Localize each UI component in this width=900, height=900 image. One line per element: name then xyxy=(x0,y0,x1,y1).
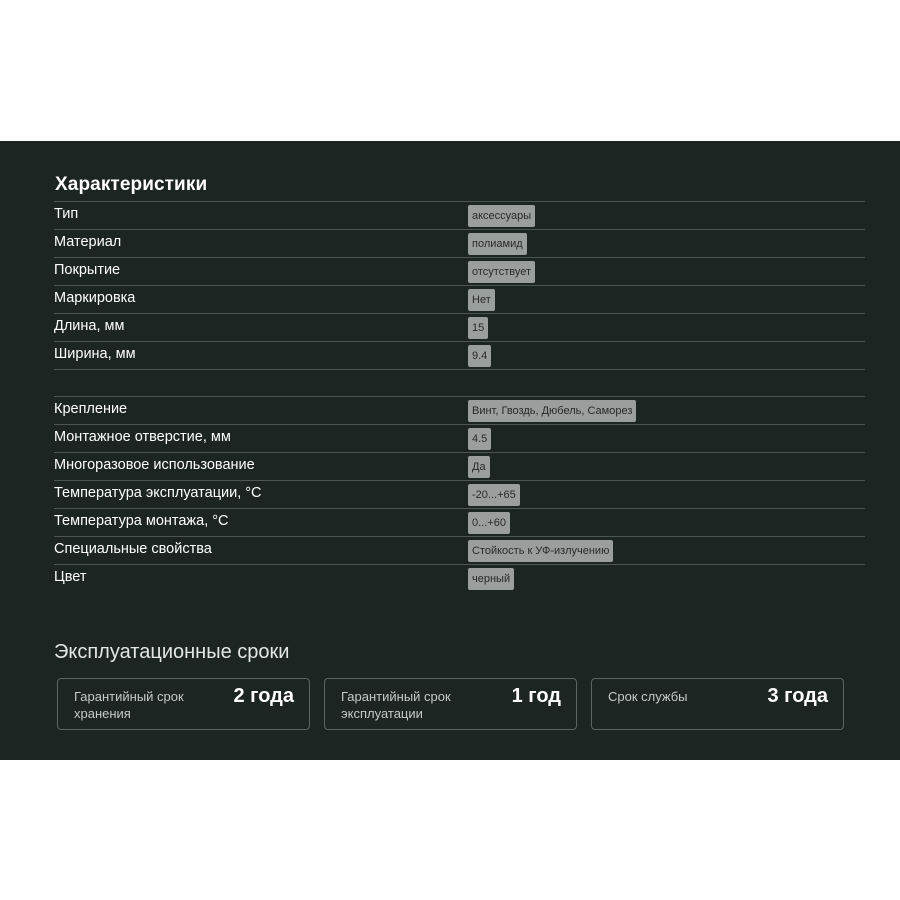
spec-label: Покрытие xyxy=(54,262,121,278)
spec-row xyxy=(54,257,865,285)
spec-value-chip: 4.5 xyxy=(468,428,491,450)
specs-table xyxy=(54,201,865,592)
card-value: 2 года xyxy=(233,685,294,707)
spec-value-chip: отсутствует xyxy=(468,261,535,283)
spec-row xyxy=(54,564,865,592)
spec-row xyxy=(54,341,865,369)
spec-row xyxy=(54,313,865,341)
spec-value-chip: черный xyxy=(468,568,514,590)
spec-label: Многоразовое использование xyxy=(54,457,255,473)
spec-label: Длина, мм xyxy=(54,318,125,334)
spec-row xyxy=(54,508,865,536)
operation-warranty-card xyxy=(324,678,577,730)
spec-value-chip: 9.4 xyxy=(468,345,491,367)
spec-row xyxy=(54,424,865,452)
spec-label: Температура эксплуатации, °С xyxy=(54,485,262,501)
card-value: 1 год xyxy=(511,685,561,707)
spec-value-chip: Да xyxy=(468,456,490,478)
service-life-card xyxy=(591,678,844,730)
spec-row xyxy=(54,285,865,313)
card-label: Срок службы xyxy=(608,689,688,704)
spec-label: Маркировка xyxy=(54,290,136,306)
spec-value-chip: Нет xyxy=(468,289,495,311)
spec-value-chip: -20...+65 xyxy=(468,484,520,506)
spec-value-chip: 0...+60 xyxy=(468,512,510,534)
terms-title: Эксплуатационные сроки xyxy=(54,641,290,663)
card-value: 3 года xyxy=(767,685,828,707)
spec-value-chip: Стойкость к УФ-излучению xyxy=(468,540,613,562)
characteristics-title: Характеристики xyxy=(55,174,208,195)
spec-row xyxy=(54,229,865,257)
spec-value-chip: 15 xyxy=(468,317,488,339)
card-label: Гарантийный срок хранения xyxy=(74,689,184,721)
spec-label: Тип xyxy=(54,206,79,222)
spec-label: Специальные свойства xyxy=(54,541,212,557)
storage-warranty-card xyxy=(57,678,310,730)
spec-row xyxy=(54,536,865,564)
card-label: Гарантийный срок эксплуатации xyxy=(341,689,451,721)
spec-label: Монтажное отверстие, мм xyxy=(54,429,231,445)
spec-row xyxy=(54,201,865,229)
spec-label: Материал xyxy=(54,234,122,250)
spec-row xyxy=(54,480,865,508)
section-divider xyxy=(54,369,865,396)
spec-row xyxy=(54,396,865,424)
spec-row xyxy=(54,452,865,480)
characteristics-panel xyxy=(0,141,900,760)
spec-label: Крепление xyxy=(54,401,128,417)
spec-value-chip: аксессуары xyxy=(468,205,535,227)
spec-label: Цвет xyxy=(54,569,87,585)
spec-value-chip: Винт, Гвоздь, Дюбель, Саморез xyxy=(468,400,636,422)
spec-label: Ширина, мм xyxy=(54,346,136,362)
spec-label: Температура монтажа, °С xyxy=(54,513,229,529)
spec-value-chip: полиамид xyxy=(468,233,527,255)
